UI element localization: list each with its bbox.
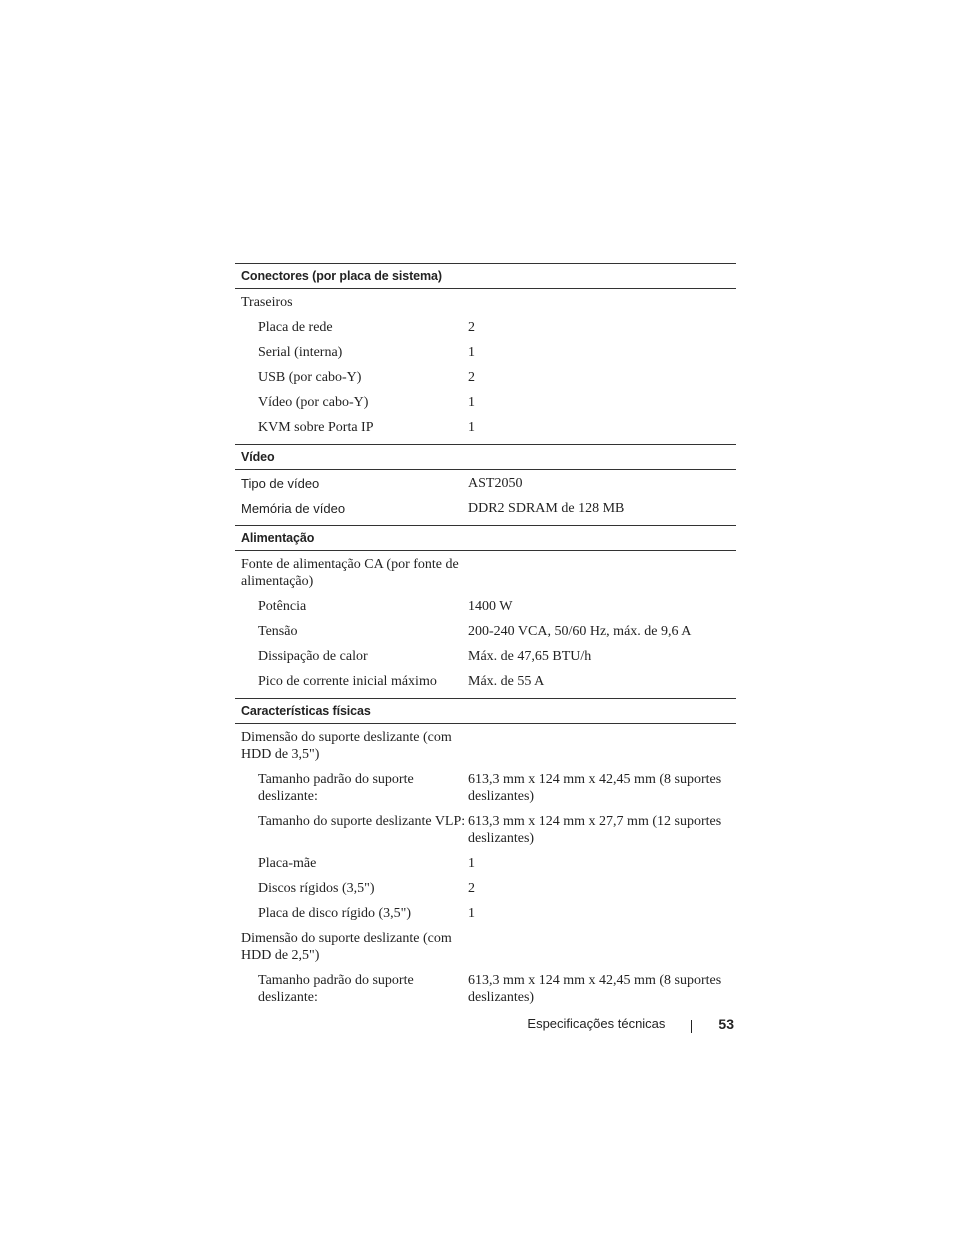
- row-label: Dimensão do suporte deslizante (com HDD de 2,5"): [241, 931, 452, 963]
- row-value: [468, 930, 736, 964]
- row-value: 1: [468, 345, 475, 360]
- row-value: 613,3 mm x 124 mm x 42,45 mm (8 suportes deslizantes): [468, 772, 722, 804]
- spec-row: [235, 415, 736, 440]
- spec-row: [235, 669, 736, 694]
- row-value: 2: [468, 320, 475, 335]
- row-label: Dimensão do suporte deslizante (com HDD de 3,5"): [241, 730, 452, 762]
- row-value: 1: [468, 856, 475, 871]
- footer-title: Especificações técnicas: [527, 1016, 666, 1031]
- page-footer: [527, 1015, 734, 1033]
- spec-row: [235, 619, 736, 644]
- spec-row: [235, 968, 736, 1010]
- spec-row: [235, 725, 736, 767]
- spec-row: [235, 496, 736, 521]
- row-label: Fonte de alimentação CA (por fonte de alimentação): [241, 557, 459, 589]
- row-value: [468, 556, 736, 590]
- spec-row: [235, 365, 736, 390]
- row-label: Tensão: [258, 624, 298, 639]
- section-body-conectores: [235, 289, 736, 445]
- section-header-alimentacao: Alimentação: [235, 526, 736, 551]
- row-value: 1: [468, 395, 475, 410]
- section-body-caracteristicas: [235, 724, 736, 1014]
- spec-row: [235, 901, 736, 926]
- row-value: Máx. de 55 A: [468, 674, 545, 689]
- spec-row: [235, 767, 736, 809]
- row-value: 1: [468, 420, 475, 435]
- row-label: Traseiros: [241, 295, 293, 310]
- row-value: 2: [468, 370, 475, 385]
- spec-row: [235, 390, 736, 415]
- row-value: DDR2 SDRAM de 128 MB: [468, 501, 625, 516]
- section-body-video: [235, 470, 736, 526]
- row-value: [468, 294, 736, 311]
- row-label: Tamanho padrão do suporte deslizante:: [258, 772, 414, 804]
- spec-row: [235, 644, 736, 669]
- footer-separator: [691, 1020, 692, 1033]
- row-label: Placa-mãe: [258, 856, 317, 871]
- row-label: Potência: [258, 599, 307, 614]
- spec-row: [235, 876, 736, 901]
- row-label: Placa de disco rígido (3,5"): [258, 906, 412, 921]
- spec-row: [235, 851, 736, 876]
- row-label: KVM sobre Porta IP: [258, 420, 374, 435]
- row-value: Máx. de 47,65 BTU/h: [468, 649, 592, 664]
- spec-row: [235, 290, 736, 315]
- row-label: Tamanho do suporte deslizante VLP:: [258, 814, 466, 829]
- row-value: 613,3 mm x 124 mm x 27,7 mm (12 suportes deslizantes): [468, 814, 722, 846]
- row-value: 613,3 mm x 124 mm x 42,45 mm (8 suportes deslizantes): [468, 973, 722, 1005]
- section-header-caracteristicas: Características físicas: [235, 699, 736, 724]
- spec-table: [235, 263, 736, 1014]
- section-body-alimentacao: [235, 551, 736, 699]
- row-value: AST2050: [468, 476, 523, 491]
- row-label: Pico de corrente inicial máximo: [258, 674, 437, 689]
- row-value: 1: [468, 906, 475, 921]
- row-value: 200-240 VCA, 50/60 Hz, máx. de 9,6 A: [468, 624, 692, 639]
- spec-row: [235, 926, 736, 968]
- row-value: 2: [468, 881, 475, 896]
- row-value: [468, 729, 736, 763]
- row-value: 1400 W: [468, 599, 513, 614]
- section-header-conectores: Conectores (por placa de sistema): [235, 264, 736, 289]
- row-label: Memória de vídeo: [241, 501, 346, 516]
- row-label: Tamanho padrão do suporte deslizante:: [258, 973, 414, 1005]
- spec-row: [235, 315, 736, 340]
- section-header-video: Vídeo: [235, 445, 736, 470]
- spec-row: [235, 552, 736, 594]
- row-label: Vídeo (por cabo-Y): [258, 395, 369, 410]
- row-label: Serial (interna): [258, 345, 343, 360]
- row-label: Dissipação de calor: [258, 649, 368, 664]
- spec-row: [235, 340, 736, 365]
- spec-row: [235, 594, 736, 619]
- page-number: 53: [718, 1016, 734, 1032]
- row-label: Discos rígidos (3,5"): [258, 881, 375, 896]
- row-label: Tipo de vídeo: [241, 476, 320, 491]
- row-label: Placa de rede: [258, 320, 333, 335]
- spec-row: [235, 809, 736, 851]
- row-label: USB (por cabo-Y): [258, 370, 362, 385]
- spec-row: [235, 471, 736, 496]
